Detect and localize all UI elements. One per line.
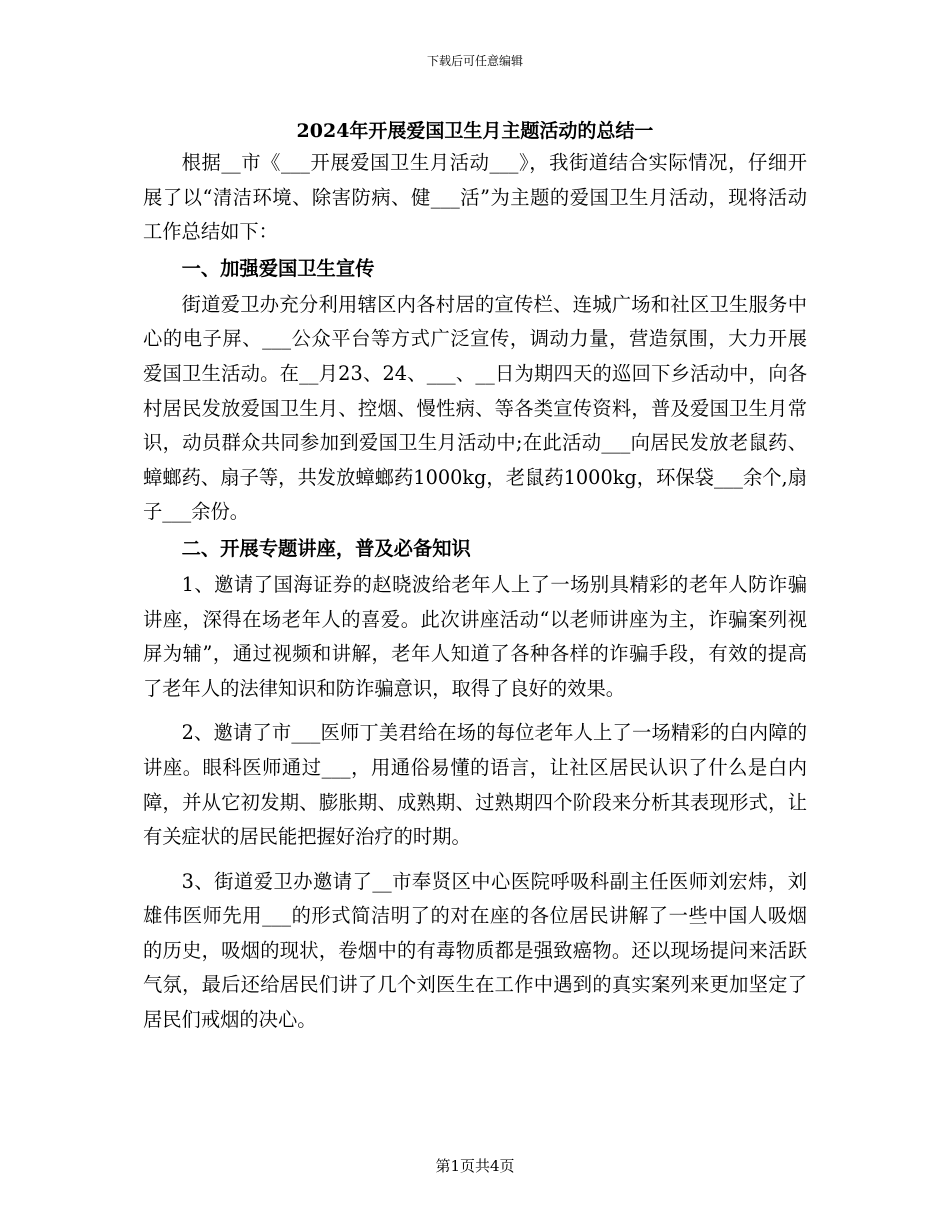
page-header-note: 下载后可任意编辑 — [426, 54, 523, 68]
section-2-paragraph-1: 1、邀请了国海证券的赵晓波给老年人上了一场别具精彩的老年人防诈骗讲座，深得在场老年人的喜爱。此次讲座活动“以老师讲座为主，诈骗案列视屏为辅”，通过视频和讲解，老年人知道了各种各样的诈骗手段，有效的提高了老年人的法律知识和防诈骗意识，取得了良好的效果。 — [143, 572, 807, 700]
section-2-paragraph-3: 3、街道爱卫办邀请了__市奉贤区中心医院呼吸科副主任医师刘宏炜，刘雄伟医师先用___的形式简洁明了的对在座的各位居民讲解了一些中国人吸烟的历史，吸烟的现状，卷烟中的有毒物质都是强致癌物。还以现场提问来活跃气氛，最后还给居民们讲了几个刘医生在工作中遇到的真实案列来更加坚定了居民们戒烟的决心。 — [143, 869, 807, 1032]
section-1-paragraph: 街道爱卫办充分利用辖区内各村居的宣传栏、连城广场和社区卫生服务中心的电子屏、___公众平台等方式广泛宣传，调动力量，营造氛围，大力开展爱国卫生活动。在__月23、24、___、__日为期四天的巡回下乡活动中，向各村居民发放爱国卫生月、控烟、慢性病、等各类宣传资料，普及爱国卫生月常识，动员群众共同参加到爱国卫生月活动中;在此活动___向居民发放老鼠药、蟑螂药、扇子等，共发放蟑螂药1000kg，老鼠药1000kg，环保袋___余个,扇子___余份。 — [143, 292, 807, 524]
section-1-heading: 一、加强爱国卫生宣传 — [181, 256, 375, 280]
section-2-paragraph-2: 2、邀请了市___医师丁美君给在场的每位老年人上了一场精彩的白内障的讲座。眼科医师通过___，用通俗易懂的语言，让社区居民认识了什么是白内障，并从它初发期、膨胀期、成熟期、过熟期四个阶段来分析其表现形式，让有关症状的居民能把握好治疗的时期。 — [143, 721, 807, 849]
intro-paragraph: 根据__市《___开展爱国卫生月活动___》，我街道结合实际情况，仔细开展了以“清洁环境、除害防病、健___活”为主题的爱国卫生月活动，现将活动工作总结如下： — [143, 151, 807, 244]
document-body — [143, 146, 807, 1038]
document-title: 2024年开展爱国卫生月主题活动的总结一 — [296, 120, 654, 142]
page-number-footer: 第1页共4页 — [435, 1157, 515, 1175]
section-2-heading: 二、开展专题讲座，普及必备知识 — [181, 536, 471, 560]
